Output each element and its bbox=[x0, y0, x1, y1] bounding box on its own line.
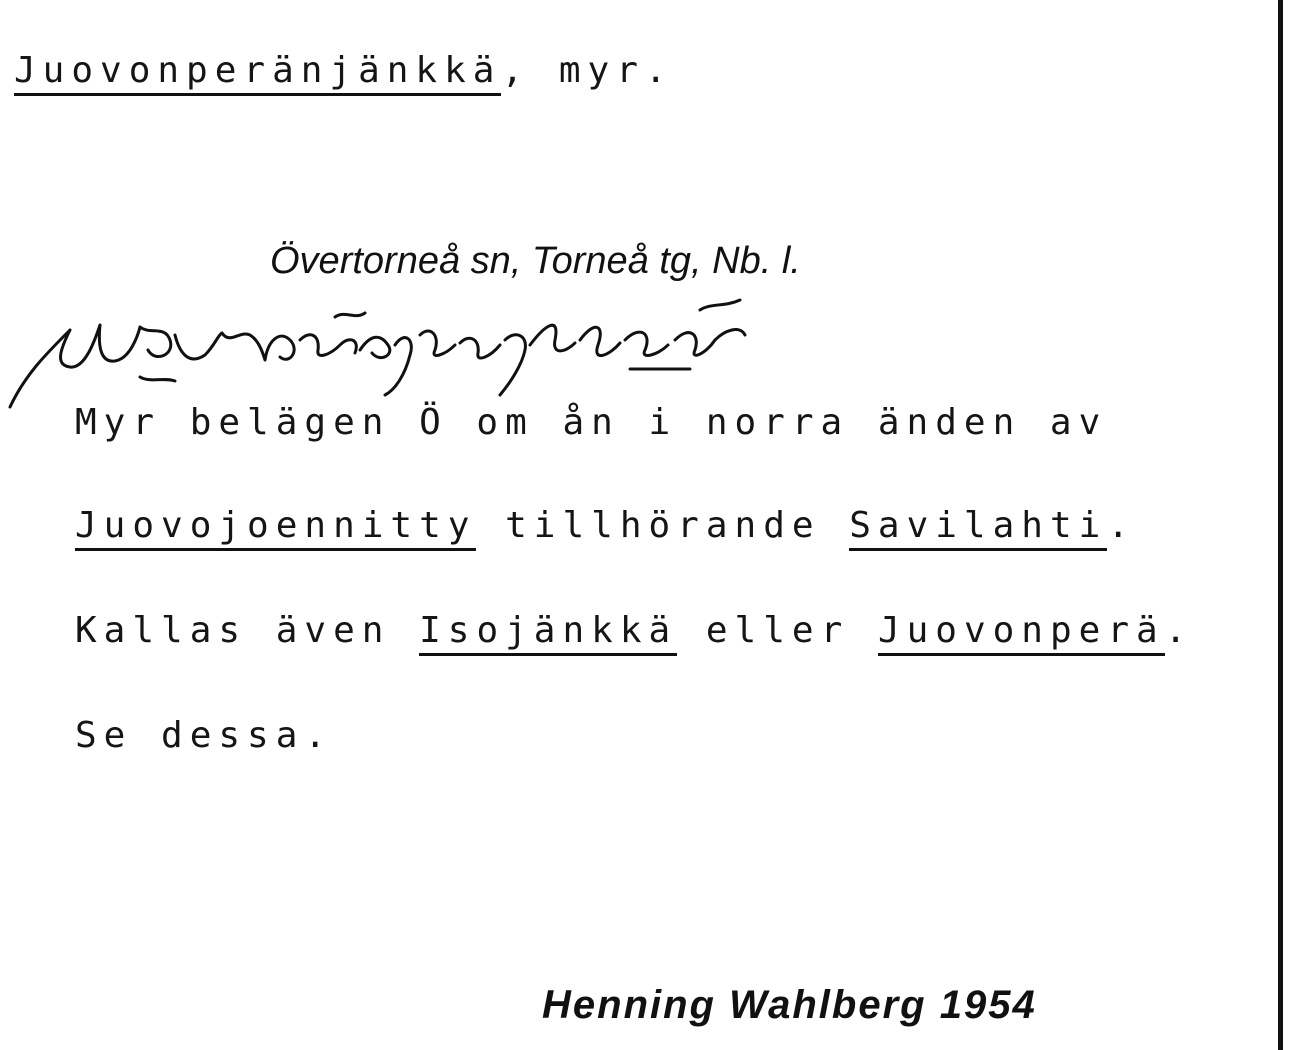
alias-connector: eller bbox=[705, 610, 850, 651]
card-edge-line bbox=[1278, 0, 1283, 1050]
description-line-2 bbox=[75, 505, 1136, 546]
headword: Juovonperänjänkkä bbox=[14, 50, 501, 96]
parish-stamp: Övertorneå sn, Torneå tg, Nb. l. bbox=[270, 240, 801, 282]
alias-prefix: Kallas även bbox=[75, 610, 391, 651]
place-link-juovojoennitty: Juovojoennitty bbox=[75, 505, 476, 551]
description-line-4: Se dessa. bbox=[75, 715, 334, 756]
description-line-3 bbox=[75, 610, 1193, 651]
line3-period: . bbox=[1164, 610, 1194, 651]
collector-signature: Henning Wahlberg 1954 bbox=[542, 983, 1037, 1027]
connector-text: tillhörande bbox=[505, 505, 821, 546]
description-line-1: Myr belägen Ö om ån i norra änden av bbox=[75, 402, 1108, 443]
alias-juovonpera: Juovonperä bbox=[878, 610, 1165, 656]
line2-period: . bbox=[1107, 505, 1136, 546]
entry-heading bbox=[14, 50, 674, 91]
headword-comma: , bbox=[501, 50, 531, 91]
alias-isojankka: Isojänkkä bbox=[419, 610, 677, 656]
place-link-savilahti: Savilahti bbox=[849, 505, 1107, 551]
feature-type: myr. bbox=[558, 50, 674, 91]
